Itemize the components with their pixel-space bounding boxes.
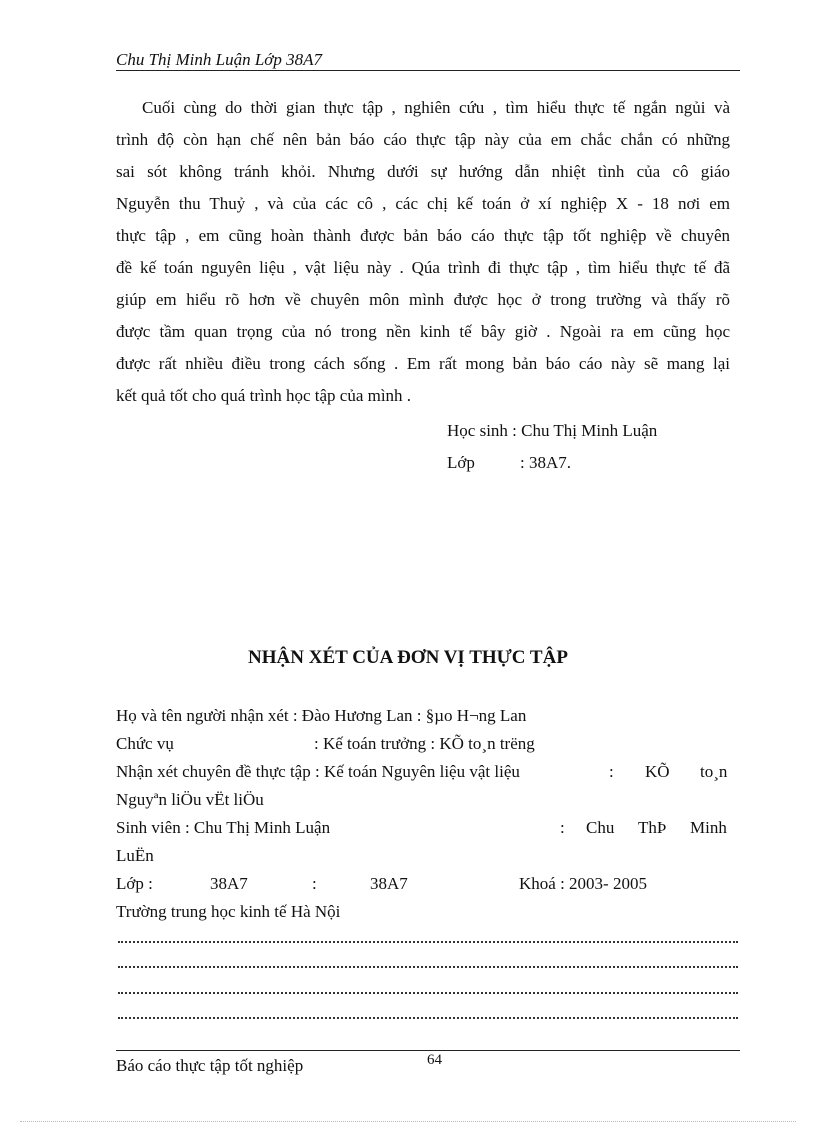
paragraph-line: trình độ còn hạn chế nên bản báo cáo thực tập này của em chắc chắn có những	[116, 130, 730, 149]
topic-garbled-word: KÕ	[645, 762, 670, 781]
evaluation-title: NHẬN XÉT CỦA ĐƠN VỊ THỰC TẬP	[248, 647, 568, 668]
student-continuation: LuËn	[116, 846, 154, 865]
position-label: Chức vụ	[116, 734, 174, 753]
student-colon: :	[560, 818, 565, 837]
paragraph-line: sai sót không tránh khỏi. Nhưng dưới sự hướng dẫn nhiệt tình của cô giáo	[116, 162, 730, 181]
class-value-repeat: 38A7	[370, 874, 408, 893]
paragraph-line: Nguyễn thu Thuỷ , và của các cô , các chị kế toán ở xí nghiệp X - 18 nơi em	[116, 194, 730, 213]
class-signature-value: : 38A7.	[520, 453, 571, 472]
page-footer: Báo cáo thực tập tốt nghiệp	[116, 1056, 304, 1075]
topic-field: Nhận xét chuyên đề thực tập : Kế toán Nguyên liệu vật liệu	[116, 762, 520, 781]
comment-line	[118, 1017, 738, 1019]
header-rule	[116, 70, 740, 71]
student-garbled-word: Chu	[586, 818, 615, 837]
comment-line	[118, 941, 738, 943]
comment-line	[118, 966, 738, 968]
school-field: Trường trung học kinh tế Hà Nội	[116, 902, 341, 921]
course-field: Khoá : 2003- 2005	[519, 874, 647, 893]
student-garbled-word: Minh	[690, 818, 727, 837]
topic-colon: :	[609, 762, 614, 781]
class-label: Lớp :	[116, 874, 153, 893]
student-garbled-word: ThÞ	[638, 818, 667, 837]
paragraph-line: giúp em hiểu rõ hơn về chuyên môn mình được học ở trong trường và thấy rõ	[116, 290, 730, 309]
page-bottom-border	[20, 1121, 796, 1122]
paragraph-line: đề kế toán nguyên liệu , vật liệu này . Qúa trình đi thực tập , tìm hiểu thực tế đã	[116, 258, 730, 277]
class-value: 38A7	[210, 874, 248, 893]
paragraph-line: kết quả tốt cho quá trình học tập của mình .	[116, 386, 412, 405]
page-header: Chu Thị Minh Luận Lớp 38A7	[116, 50, 323, 69]
position-value: : Kế toán trưởng : KÕ to¸n trëng	[314, 734, 535, 753]
paragraph-line: được rất nhiều điều trong cách sống . Em rất mong bản báo cáo này sẽ mang lại	[116, 354, 730, 373]
paragraph-line: Cuối cùng do thời gian thực tập , nghiên cứu , tìm hiểu thực tế ngắn ngủi và	[142, 98, 730, 117]
topic-garbled-word: to¸n	[700, 762, 728, 781]
reviewer-field: Họ và tên người nhận xét : Đào Hương Lan : §µo H¬ng Lan	[116, 706, 527, 725]
student-field: Sinh viên : Chu Thị Minh Luận	[116, 818, 331, 837]
comment-line	[118, 992, 738, 994]
class-colon: :	[312, 874, 317, 893]
page-number: 64	[427, 1052, 442, 1068]
student-signature: Học sinh : Chu Thị Minh Luận	[447, 421, 658, 440]
footer-rule	[116, 1050, 740, 1051]
topic-continuation: Nguyªn liÖu vËt liÖu	[116, 790, 264, 809]
class-signature-label: Lớp	[447, 453, 475, 472]
paragraph-line: được tầm quan trọng của nó trong nền kinh tế bây giờ . Ngoài ra em cũng học	[116, 322, 730, 341]
paragraph-line: thực tập , em cũng hoàn thành được bản báo cáo thực tập tốt nghiệp về chuyên	[116, 226, 730, 245]
